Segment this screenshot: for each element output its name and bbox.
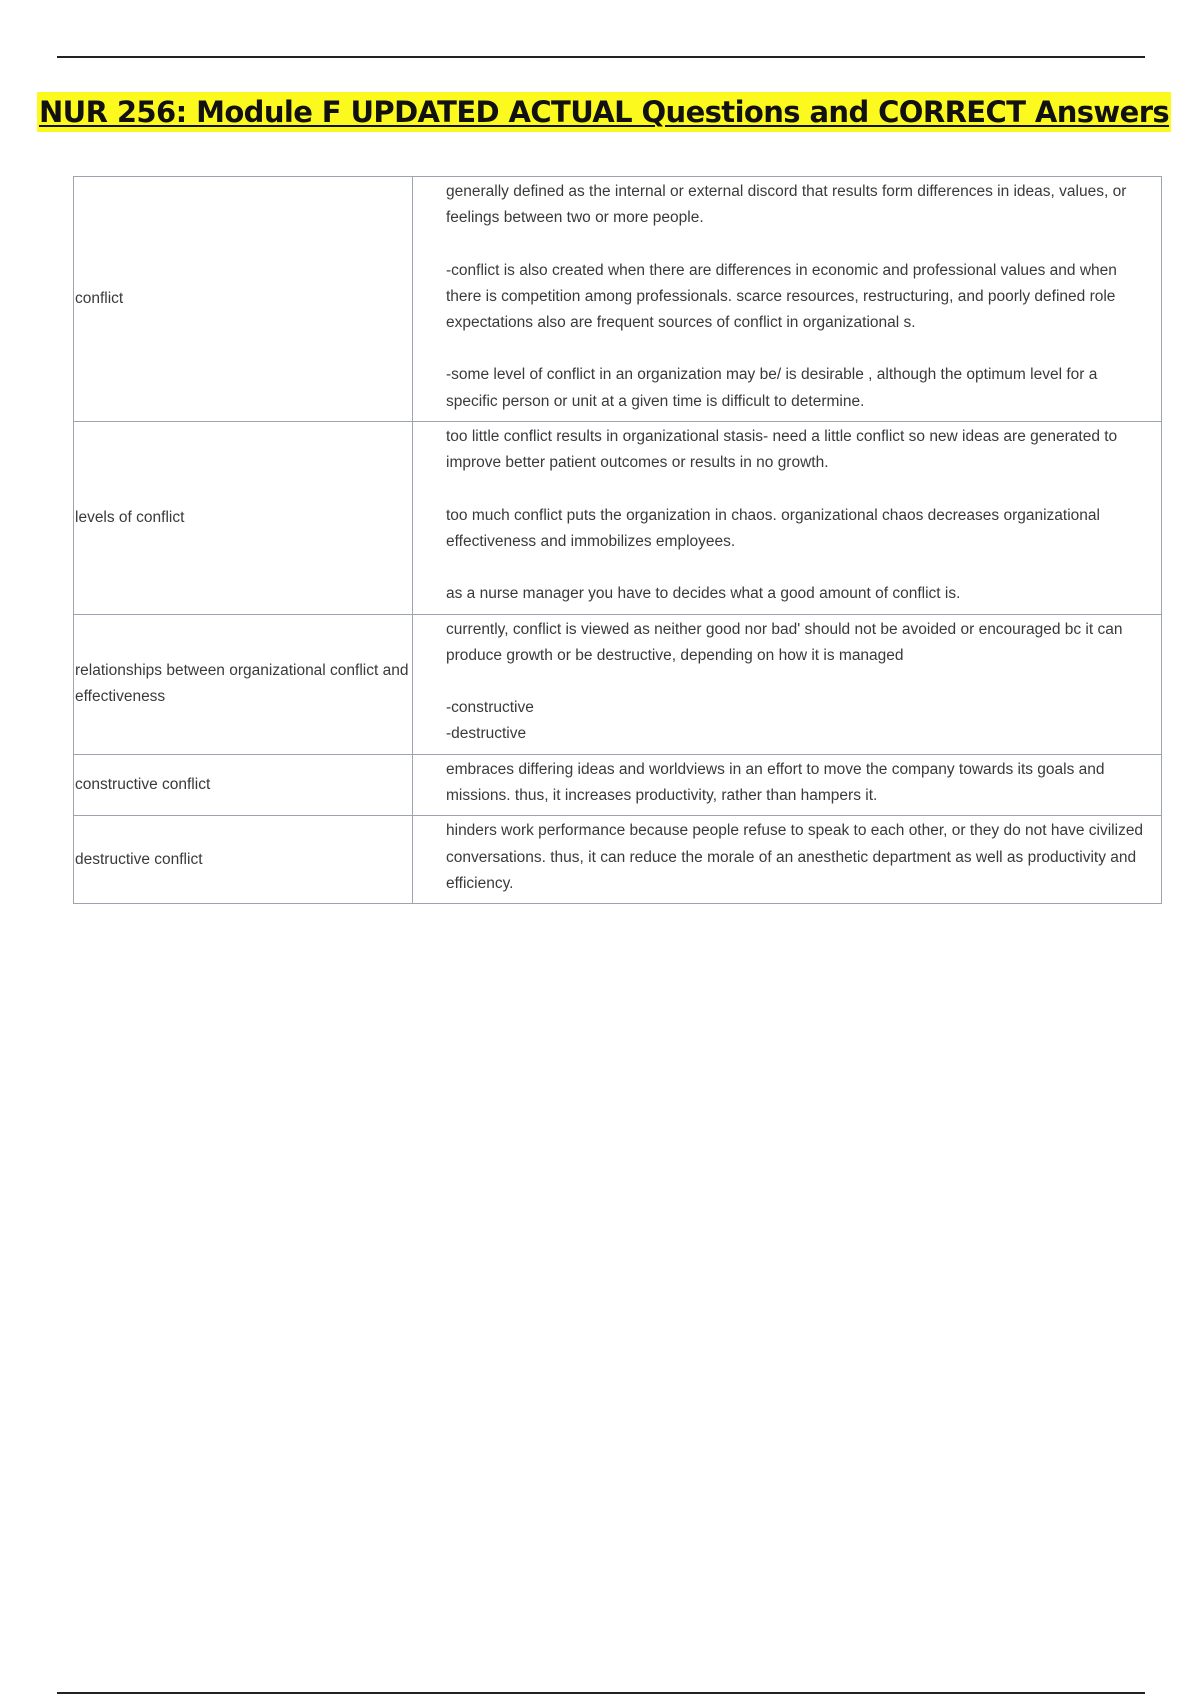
definition-paragraph: -some level of conflict in an organization may be/ is desirable , although the optimum level for a specific person or unit at a given time is difficult to determine. xyxy=(446,366,1098,410)
term-cell: levels of conflict xyxy=(74,422,413,614)
document-title: NUR 256: Module F UPDATED ACTUAL Questions and CORRECT Answers xyxy=(37,92,1171,132)
definition-cell xyxy=(413,614,1162,754)
definition-cell xyxy=(413,422,1162,614)
definition-paragraph: generally defined as the internal or external discord that results form differences in ideas, values, or feelings between two or more people. xyxy=(446,183,1127,227)
header-rule xyxy=(57,56,1145,58)
definition-cell xyxy=(413,816,1162,904)
table-row xyxy=(74,816,1162,904)
definition-paragraph: too much conflict puts the organization in chaos. organizational chaos decreases organizational effectiveness and immobilizes employees. xyxy=(446,506,1100,550)
footer-rule xyxy=(57,1692,1145,1694)
table-row xyxy=(74,614,1162,754)
term-cell: destructive conflict xyxy=(74,816,413,904)
definition-paragraph: too little conflict results in organizational stasis- need a little conflict so new ideas are generated to improve better patient outcomes or results in no growth. xyxy=(446,428,1118,472)
term-cell: conflict xyxy=(74,177,413,422)
qa-table xyxy=(73,176,1162,904)
definition-paragraph: embraces differing ideas and worldviews in an effort to move the company towards its goals and missions. thus, it increases productivity, rather than hampers it. xyxy=(446,760,1105,805)
definition-cell xyxy=(413,754,1162,816)
definition-list-item: -constructive xyxy=(446,699,534,717)
table-row xyxy=(74,754,1162,816)
table-row xyxy=(74,422,1162,614)
definition-cell xyxy=(413,177,1162,422)
definition-list-item: -destructive xyxy=(446,725,527,743)
table-row xyxy=(74,177,1162,422)
definition-paragraph: currently, conflict is viewed as neither good nor bad' should not be avoided or encouraged bc it can produce growth or be destructive, depending on how it is managed xyxy=(446,620,1123,664)
term-cell: relationships between organizational conflict and effectiveness xyxy=(74,614,413,754)
definition-paragraph: hinders work performance because people refuse to speak to each other, or they do not have civilized conversations. thus, it can reduce the morale of an anesthetic department as well as productivity and efficiency. xyxy=(446,822,1144,892)
term-cell: constructive conflict xyxy=(74,754,413,816)
definition-paragraph: as a nurse manager you have to decides what a good amount of conflict is. xyxy=(446,585,961,603)
definition-paragraph: -conflict is also created when there are differences in economic and professional values and when there is competition among professionals. scarce resources, restructuring, and poorly defined role expectations also are frequent sources of conflict in organizational s. xyxy=(446,261,1117,332)
